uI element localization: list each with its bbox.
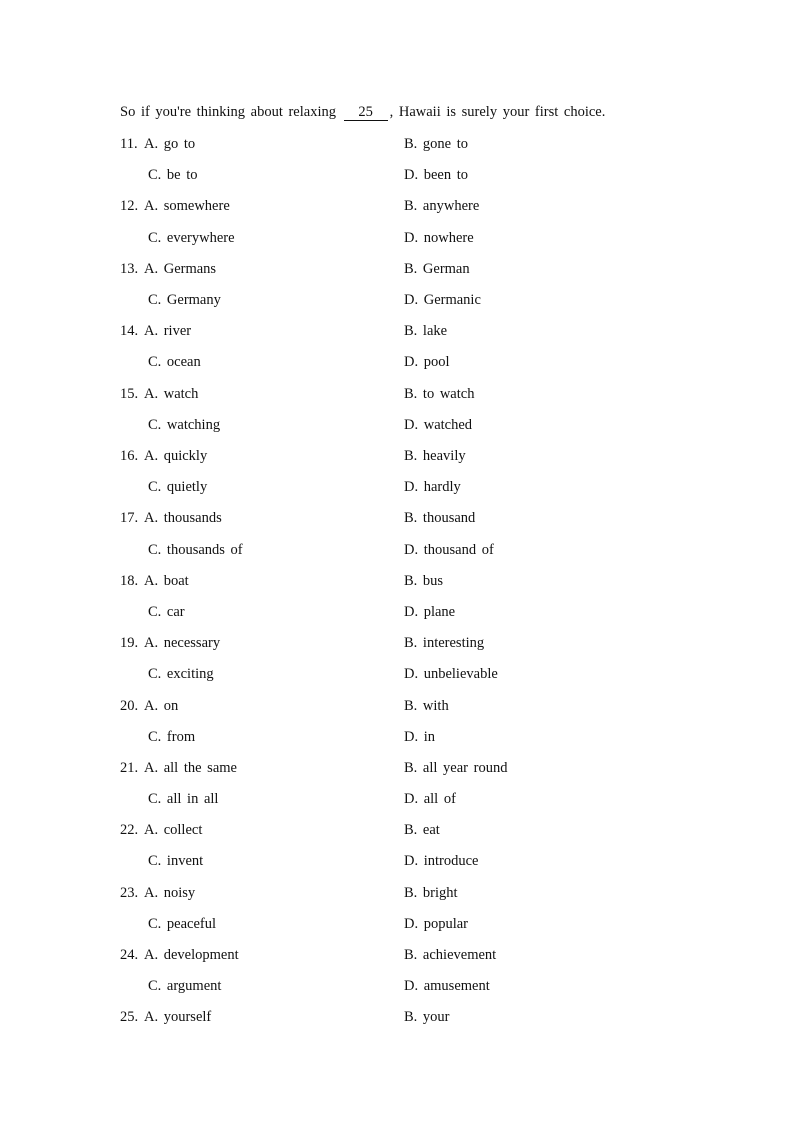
option-d: D. plane — [404, 603, 456, 620]
question-number: 13. — [120, 260, 139, 277]
option-d: D. in — [404, 728, 435, 745]
question-17 — [120, 507, 680, 569]
option-d: D. popular — [404, 915, 469, 932]
option-c: C. peaceful — [148, 915, 217, 932]
option-d: D. all of — [404, 791, 456, 808]
option-b: B. your — [404, 1009, 450, 1026]
question-number: 11. — [120, 136, 138, 152]
question-number: 23. — [120, 884, 139, 901]
option-b: B. interesting — [404, 635, 485, 652]
answer-blank: 25 — [344, 104, 388, 121]
option-d: D. amusement — [404, 978, 490, 995]
option-c: C. Germany — [148, 291, 221, 308]
option-b: B. anywhere — [404, 198, 480, 215]
question-number: 12. — [120, 198, 139, 215]
option-c: C. quietly — [148, 479, 208, 496]
option-c: C. thousands of — [148, 541, 243, 558]
option-b: B. German — [404, 260, 470, 277]
option-b: B. achievement — [404, 947, 497, 964]
option-c: C. from — [148, 728, 196, 745]
option-a: A. on — [144, 697, 179, 714]
option-a: A. all the same — [144, 759, 237, 776]
option-d: D. been to — [404, 167, 468, 184]
option-b: B. eat — [404, 822, 440, 839]
question-18 — [120, 570, 680, 632]
option-d: D. hardly — [404, 479, 461, 496]
option-a: A. Germans — [144, 260, 217, 277]
question-number: 17. — [120, 510, 139, 527]
question-22 — [120, 819, 680, 881]
question-21 — [120, 757, 680, 819]
question-number: 21. — [120, 759, 139, 776]
option-c: C. be to — [148, 167, 198, 184]
question-15 — [120, 383, 680, 445]
question-25 — [120, 1006, 680, 1068]
option-d: D. nowhere — [404, 229, 474, 246]
question-number: 22. — [120, 822, 139, 839]
option-d: D. pool — [404, 354, 450, 371]
option-c: C. watching — [148, 416, 221, 433]
option-b: B. lake — [404, 323, 448, 340]
option-a: A. noisy — [144, 884, 196, 901]
option-c: C. car — [148, 603, 185, 620]
question-24 — [120, 944, 680, 1006]
option-c: C. argument — [148, 978, 222, 995]
question-13 — [120, 258, 680, 320]
question-number: 19. — [120, 635, 139, 652]
option-d: D. Germanic — [404, 291, 481, 308]
option-c: C. invent — [148, 853, 204, 870]
intro-text-after: , Hawaii is surely your first choice. — [389, 104, 606, 120]
option-a: A. yourself — [144, 1009, 212, 1026]
option-a: A. thousands — [144, 510, 222, 527]
option-a: A. collect — [144, 822, 203, 839]
option-a: A. necessary — [144, 635, 221, 652]
question-number: 15. — [120, 385, 139, 402]
question-23 — [120, 882, 680, 944]
question-14 — [120, 320, 680, 382]
option-a: A. development — [144, 947, 239, 964]
option-d: D. introduce — [404, 853, 479, 870]
question-number: 24. — [120, 947, 139, 964]
option-c: C. exciting — [148, 666, 214, 683]
option-b: B. gone to — [404, 136, 469, 152]
option-b: B. heavily — [404, 447, 466, 464]
option-c: C. ocean — [148, 354, 201, 371]
question-19 — [120, 632, 680, 694]
option-b: B. bright — [404, 884, 458, 901]
intro-text-before: So if you're thinking about relaxing — [120, 104, 336, 120]
option-a: A. quickly — [144, 447, 208, 464]
option-d: D. unbelievable — [404, 666, 498, 683]
question-11 — [120, 133, 680, 195]
question-number: 18. — [120, 572, 139, 589]
option-a: A. watch — [144, 385, 199, 402]
question-number: 25. — [120, 1009, 139, 1026]
option-b: B. thousand — [404, 510, 476, 527]
option-c: C. everywhere — [148, 229, 235, 246]
option-a: A. go to — [144, 136, 196, 152]
question-16 — [120, 445, 680, 507]
option-a: A. somewhere — [144, 198, 230, 215]
question-20 — [120, 695, 680, 757]
option-d: D. watched — [404, 416, 473, 433]
intro-sentence — [120, 101, 680, 123]
option-b: B. bus — [404, 572, 444, 589]
option-b: B. to watch — [404, 385, 475, 402]
question-number: 16. — [120, 447, 139, 464]
option-d: D. thousand of — [404, 541, 494, 558]
option-a: A. boat — [144, 572, 189, 589]
question-number: 20. — [120, 697, 139, 714]
question-list — [120, 133, 680, 1069]
option-b: B. all year round — [404, 759, 508, 776]
option-c: C. all in all — [148, 791, 219, 808]
option-b: B. with — [404, 697, 449, 714]
option-a: A. river — [144, 323, 192, 340]
question-number: 14. — [120, 323, 139, 340]
question-12 — [120, 195, 680, 257]
